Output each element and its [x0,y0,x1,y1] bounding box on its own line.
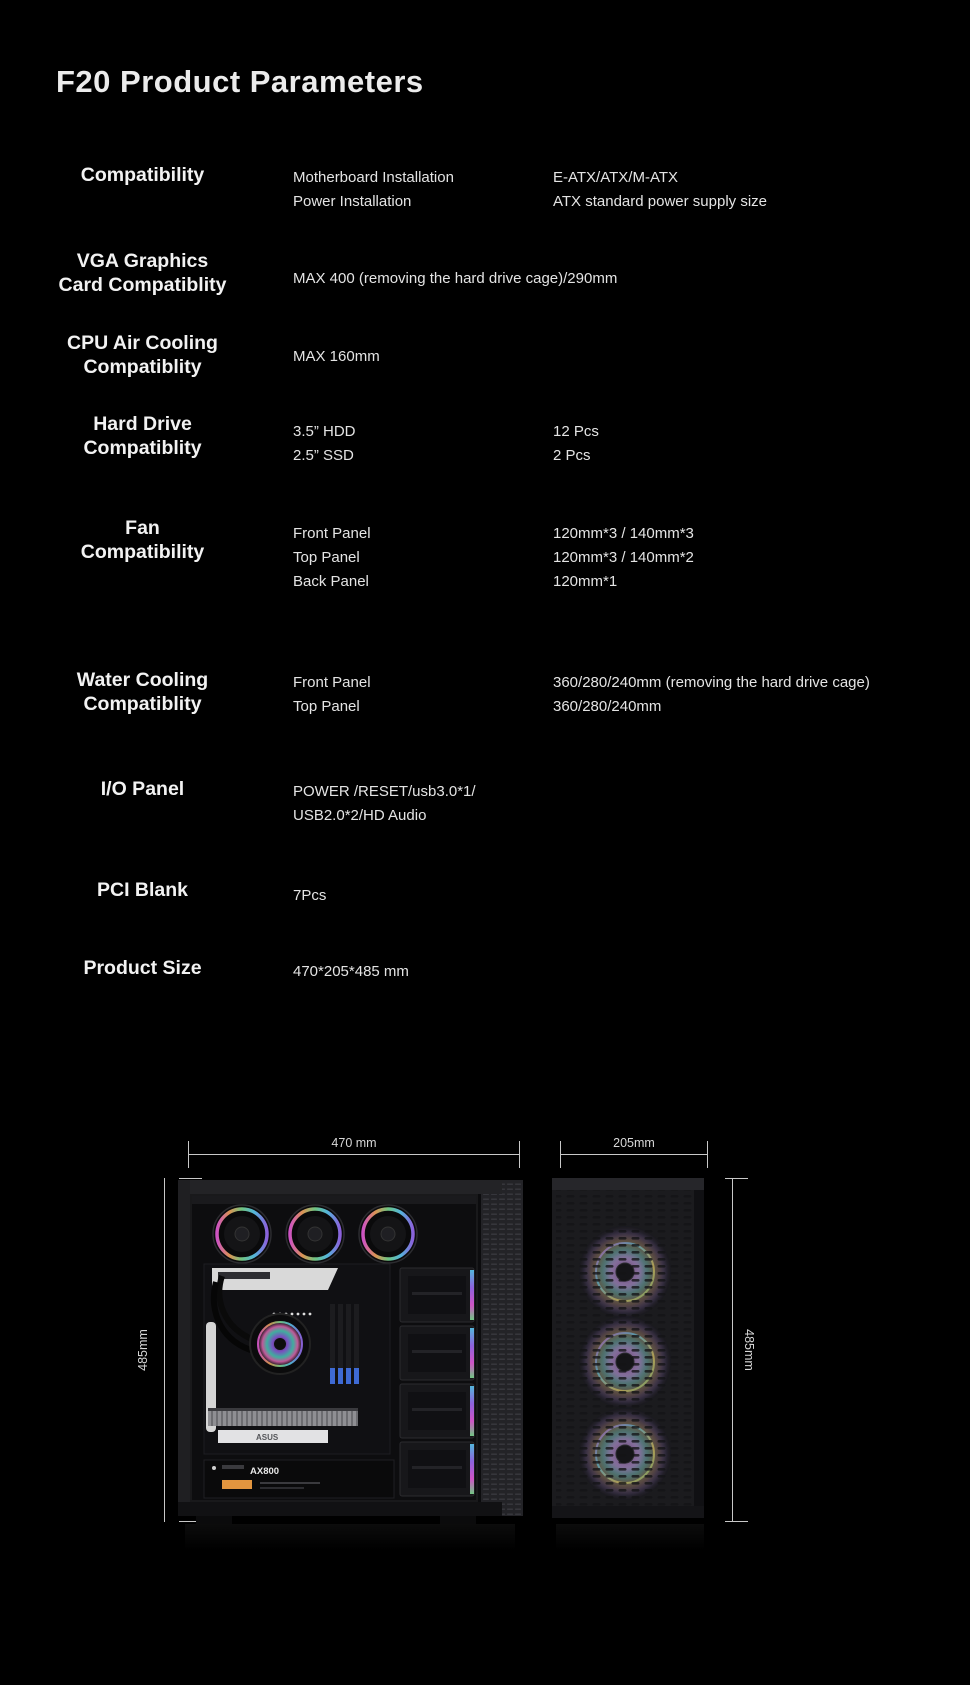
spec-label [45,331,240,379]
spec-label-line2: Compatiblity [83,356,202,378]
spec-row-value: 360/280/240mm (removing the hard drive cage) [553,674,870,691]
spec-rows [293,884,553,908]
spec-label-line1: CPU Air Cooling [67,332,218,354]
spec-rows [293,420,599,468]
dimension-height-left-label: 485mm [136,1329,150,1371]
spec-row-value: 360/280/240mm [553,698,662,715]
rgb-fan-icon [359,1205,417,1263]
drive-cage [400,1326,474,1380]
spec-row-name: USB2.0*2/HD Audio [293,807,427,824]
rgb-fan-icon [213,1205,271,1263]
dimension-line [164,1178,165,1522]
spec-row-name: Top Panel [293,549,360,566]
case-front-view-image [552,1172,712,1524]
spec-row-name: Motherboard Installation [293,169,454,186]
spec-label [45,956,240,980]
spec-label [45,412,240,460]
case-reflection [556,1524,704,1550]
dimension-width-label: 470 mm [331,1136,377,1150]
dimension-line [188,1154,520,1155]
spec-row [293,444,599,468]
spec-row-name: Front Panel [293,674,371,691]
spec-row [293,546,694,570]
psu-badge [222,1480,252,1489]
dimension-tick [725,1521,748,1522]
spec-row-name: Power Installation [293,193,412,210]
spec-rows [293,166,767,214]
dimension-line [560,1154,708,1155]
spec-label-line2: Compatiblity [83,693,202,715]
spec-row-name: 470*205*485 mm [293,963,409,980]
dimension-height-right [728,1178,768,1522]
spec-row-name: 7Pcs [293,887,327,904]
rgb-fan-icon [286,1205,344,1263]
mesh-front-panel [556,1190,696,1508]
dimension-line [732,1178,733,1522]
spec-row-value: 120mm*3 / 140mm*2 [553,549,694,566]
dimension-tick [725,1178,748,1179]
dimension-tick [519,1141,520,1168]
spec-row [293,804,553,828]
cpu-water-block [250,1314,310,1374]
case-foot [440,1516,476,1524]
dimension-depth-label: 205mm [613,1136,655,1150]
spec-row [293,671,870,695]
spec-row-value: ATX standard power supply size [553,193,767,210]
spec-row [293,267,617,291]
psu-model-label: AX800 [250,1466,280,1477]
drive-cage [400,1442,474,1496]
spec-rows [293,345,553,369]
spec-label-line2: Card Compatiblity [58,274,227,296]
spec-label-line1: Water Cooling [76,669,209,691]
spec-label-line2: Compatiblity [83,437,202,459]
spec-label-line1: Fan [125,517,160,539]
spec-rows [293,267,617,291]
spec-label [45,163,240,187]
spec-label-line1: VGA Graphics [76,250,209,272]
dimension-tick [707,1141,708,1168]
spec-row [293,570,694,594]
spec-row-value: 12 Pcs [553,423,599,440]
psu [204,1460,394,1498]
dimension-tick [188,1141,189,1168]
dimension-height-left [138,1178,178,1522]
spec-row-name: Front Panel [293,525,371,542]
spec-label-line1: I/O Panel [100,778,185,800]
spec-row-value: E-ATX/ATX/M-ATX [553,169,679,186]
spec-label-line1: Hard Drive [93,413,192,435]
spec-rows [293,960,553,984]
spec-label-line1: Compatibility [80,164,205,186]
spec-row-name: MAX 160mm [293,348,380,365]
spec-row [293,166,767,190]
spec-label-line1: PCI Blank [96,879,189,901]
dimension-depth [560,1136,708,1155]
spec-label [45,777,240,801]
spec-label-line1: Product Size [83,957,202,979]
dimension-tick [560,1141,561,1168]
spec-label [45,878,240,902]
spec-row [293,884,553,908]
spec-row [293,695,870,719]
spec-row-value: 120mm*1 [553,573,618,590]
spec-row-name: 2.5” SSD [293,447,354,464]
spec-rows [293,671,870,719]
case-reflection [185,1524,515,1550]
spec-row [293,960,553,984]
dimension-width [188,1136,520,1155]
case-bottom-trim [552,1506,704,1518]
spec-label [45,516,240,564]
spec-row-value: 2 Pcs [553,447,591,464]
spec-row-name: MAX 400 (removing the hard drive cage)/290mm [293,270,618,287]
drive-cage [400,1268,474,1322]
spec-label [45,668,240,716]
spec-row [293,522,694,546]
spec-row [293,190,767,214]
spec-row-value: 120mm*3 / 140mm*3 [553,525,694,542]
spec-rows [293,780,553,828]
spec-label [45,249,240,297]
spec-row [293,420,599,444]
gpu-brand-label: ASUS [256,1433,279,1442]
spec-row-name: Back Panel [293,573,369,590]
spec-row-name: Top Panel [293,698,360,715]
drive-cage [400,1384,474,1438]
spec-row-name: POWER /RESET/usb3.0*1/ [293,783,476,800]
page-title: F20 Product Parameters [56,64,424,99]
spec-rows [293,522,694,594]
case-side-view-image [178,1172,523,1524]
spec-row-name: 3.5” HDD [293,423,356,440]
spec-label-line2: Compatibility [80,541,205,563]
front-panel-edge [478,1180,523,1516]
dimension-height-right-label: 485mm [742,1329,756,1371]
case-foot [196,1516,232,1524]
spec-row [293,345,553,369]
spec-row [293,780,553,804]
